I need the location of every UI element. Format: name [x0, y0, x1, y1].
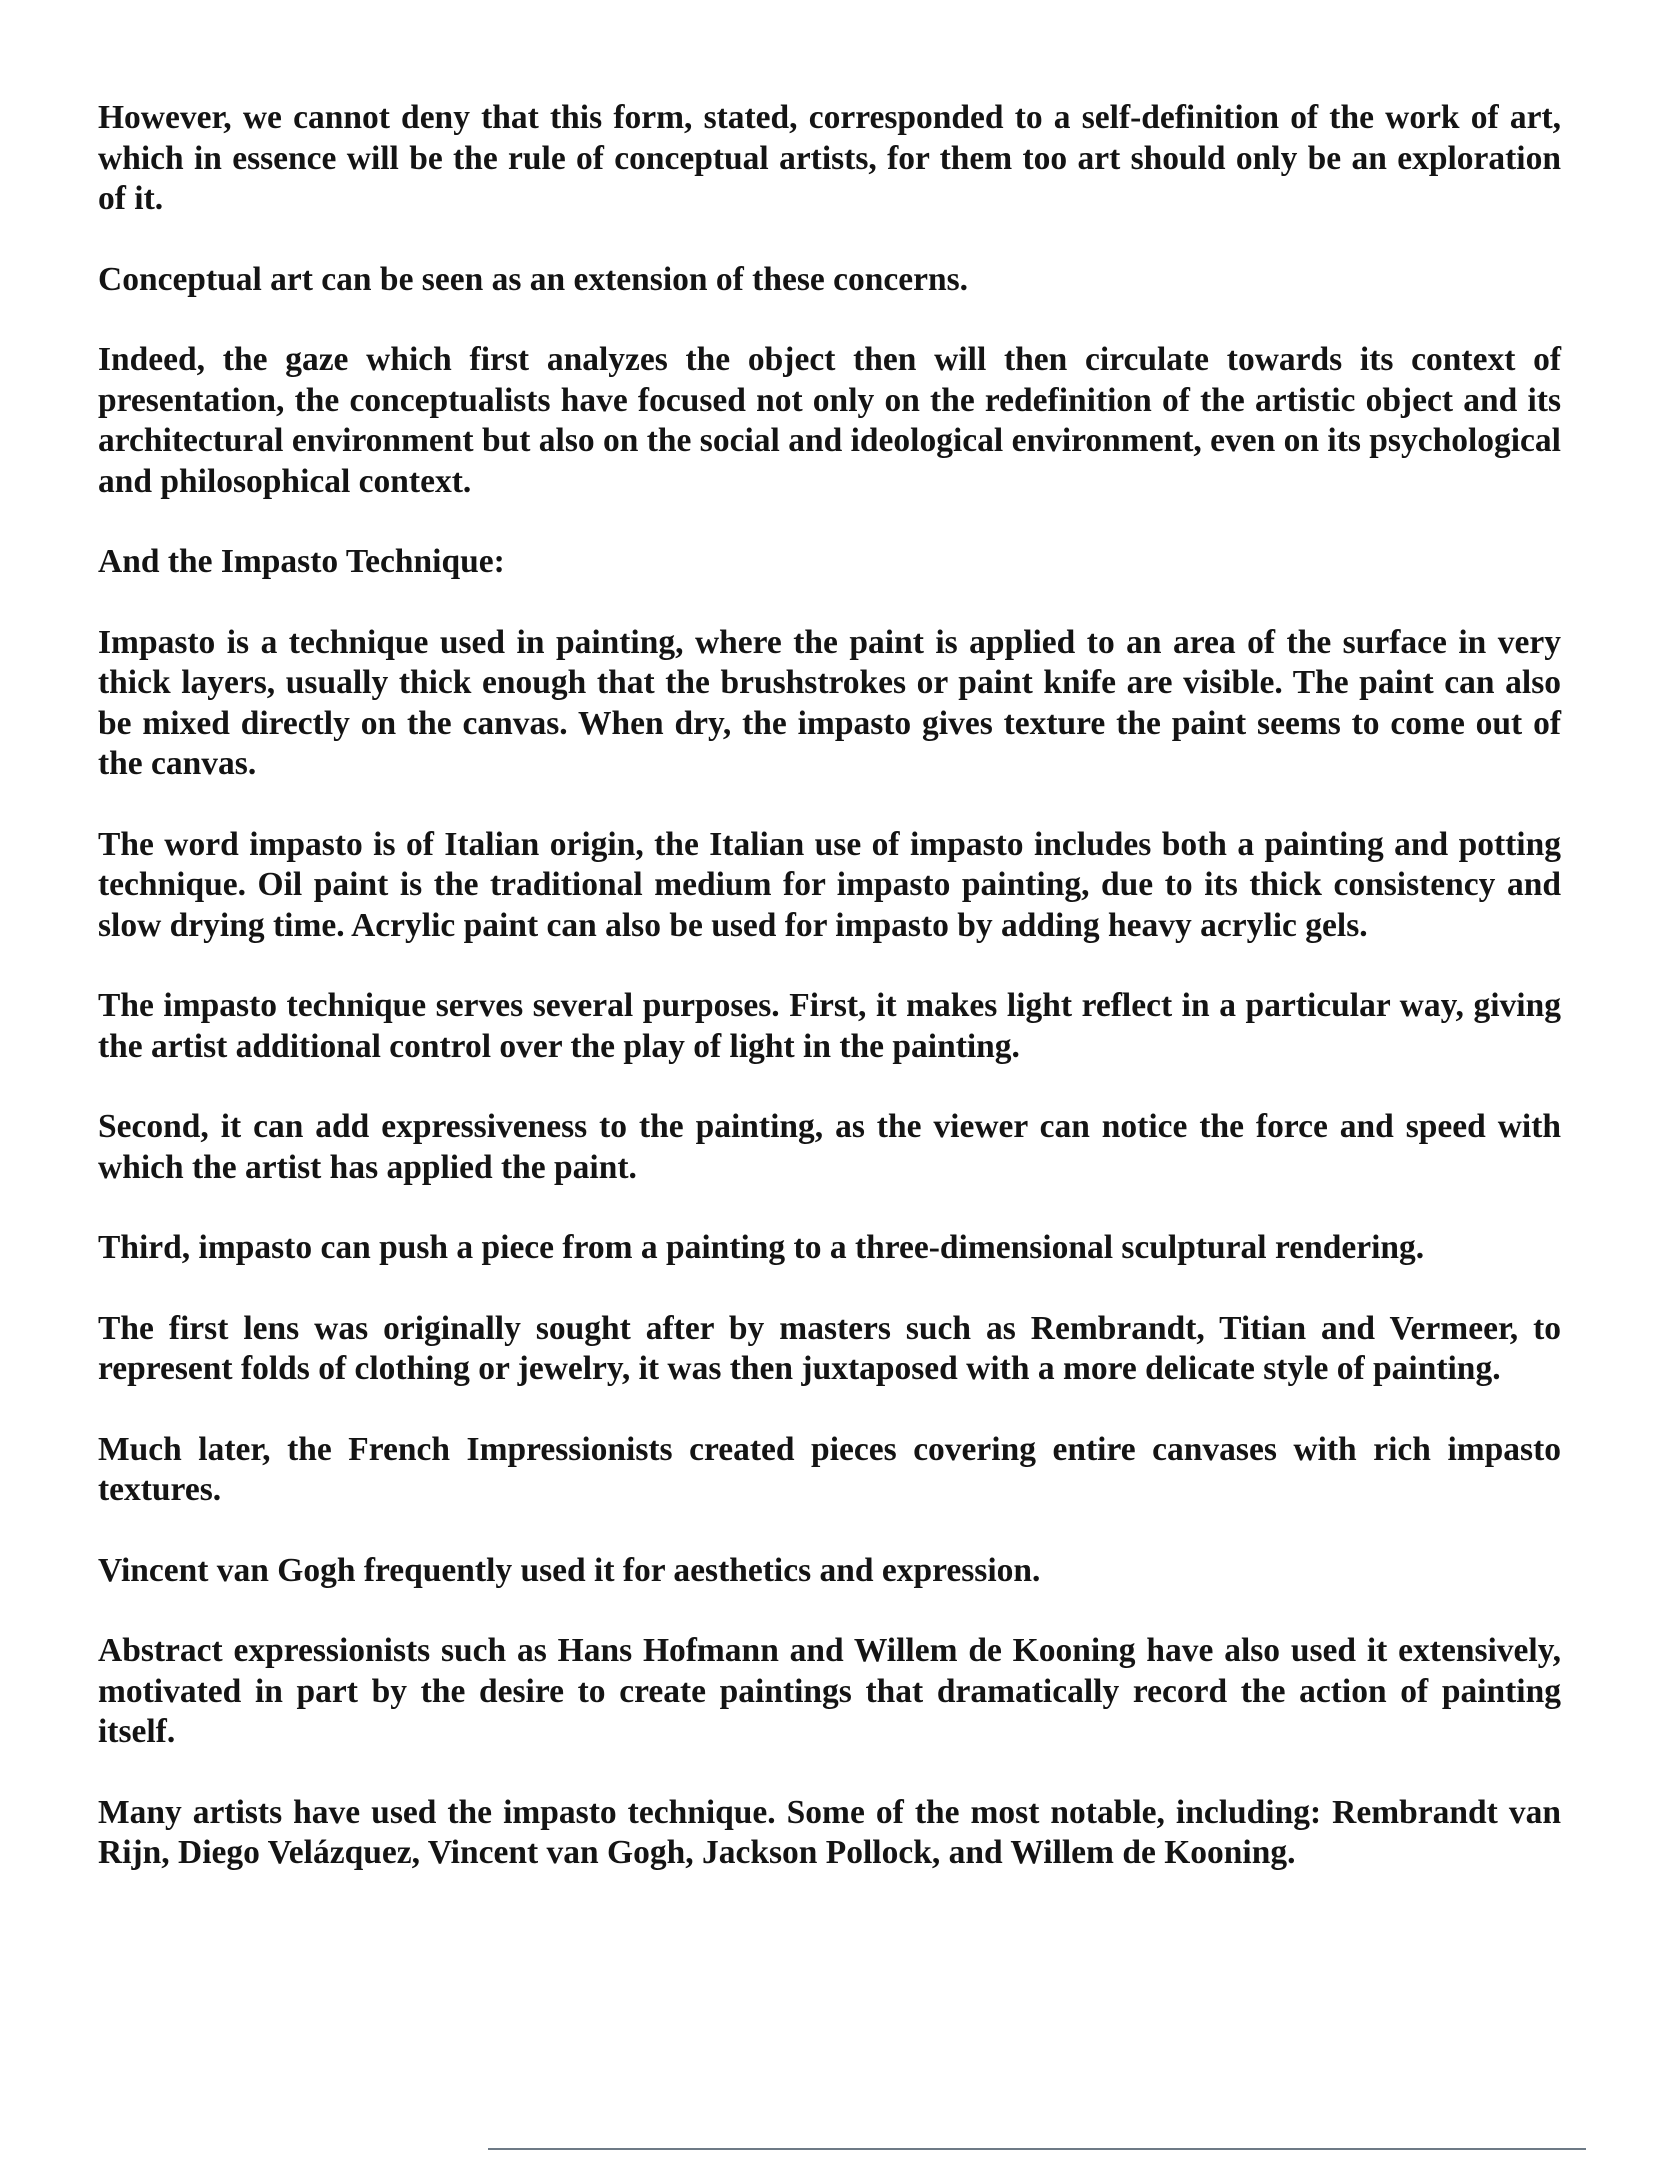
paragraph: Impasto is a technique used in painting, where the paint is applied to an area of the surface in very thick layers, usually thick enough that the brushstrokes or paint knife are visible. The paint can also be mixed directly on the canvas. When dry, the impasto gives texture the paint seems to come out of the canvas. — [98, 623, 1561, 782]
paragraph: Conceptual art can be seen as an extension of these concerns. — [98, 260, 969, 298]
page-bottom-rule — [488, 2148, 1586, 2150]
paragraph: The word impasto is of Italian origin, the Italian use of impasto includes both a painting and potting technique. Oil paint is the traditional medium for impasto painting, due to its thick consistency and slow drying time. Acrylic paint can also be used for impasto by adding heavy acrylic gels. — [98, 825, 1561, 944]
paragraph: The first lens was originally sought after by masters such as Rembrandt, Titian and Vermeer, to represent folds of clothing or jewelry, it was then juxtaposed with a more delicate style of painting. — [98, 1309, 1561, 1387]
paragraph: However, we cannot deny that this form, stated, corresponded to a self-definition of the work of art, which in essence will be the rule of conceptual artists, for them too art should only be an exploration of it. — [98, 99, 1561, 217]
section-heading: And the Impasto Technique: — [98, 543, 505, 580]
body-text — [98, 98, 1561, 1874]
paragraph: Third, impasto can push a piece from a painting to a three-dimensional sculptural rendering. — [98, 1229, 1425, 1266]
paragraph: Abstract expressionists such as Hans Hofmann and Willem de Kooning have also used it extensively, motivated in part by the desire to create paintings that dramatically record the action of painting itself. — [98, 1632, 1561, 1750]
paragraph: The impasto technique serves several purposes. First, it makes light reflect in a particular way, giving the artist additional control over the play of light in the painting. — [98, 987, 1561, 1065]
paragraph: Much later, the French Impressionists created pieces covering entire canvases with rich impasto textures. — [98, 1430, 1561, 1508]
paragraph: Indeed, the gaze which first analyzes the object then will then circulate towards its context of presentation, the conceptualists have focused not only on the redefinition of the artistic object and its architectural environment but also on the social and ideological environment, even on its psychological and philosophical context. — [98, 341, 1561, 500]
paragraph: Many artists have used the impasto technique. Some of the most notable, including: Rembrandt van Rijn, Diego Velázquez, Vincent van Gogh, Jackson Pollock, and Willem de Kooning. — [98, 1793, 1561, 1871]
paragraph: Second, it can add expressiveness to the painting, as the viewer can notice the force and speed with which the artist has applied the paint. — [98, 1108, 1561, 1186]
paragraph: Vincent van Gogh frequently used it for aesthetics and expression. — [98, 1551, 1041, 1589]
